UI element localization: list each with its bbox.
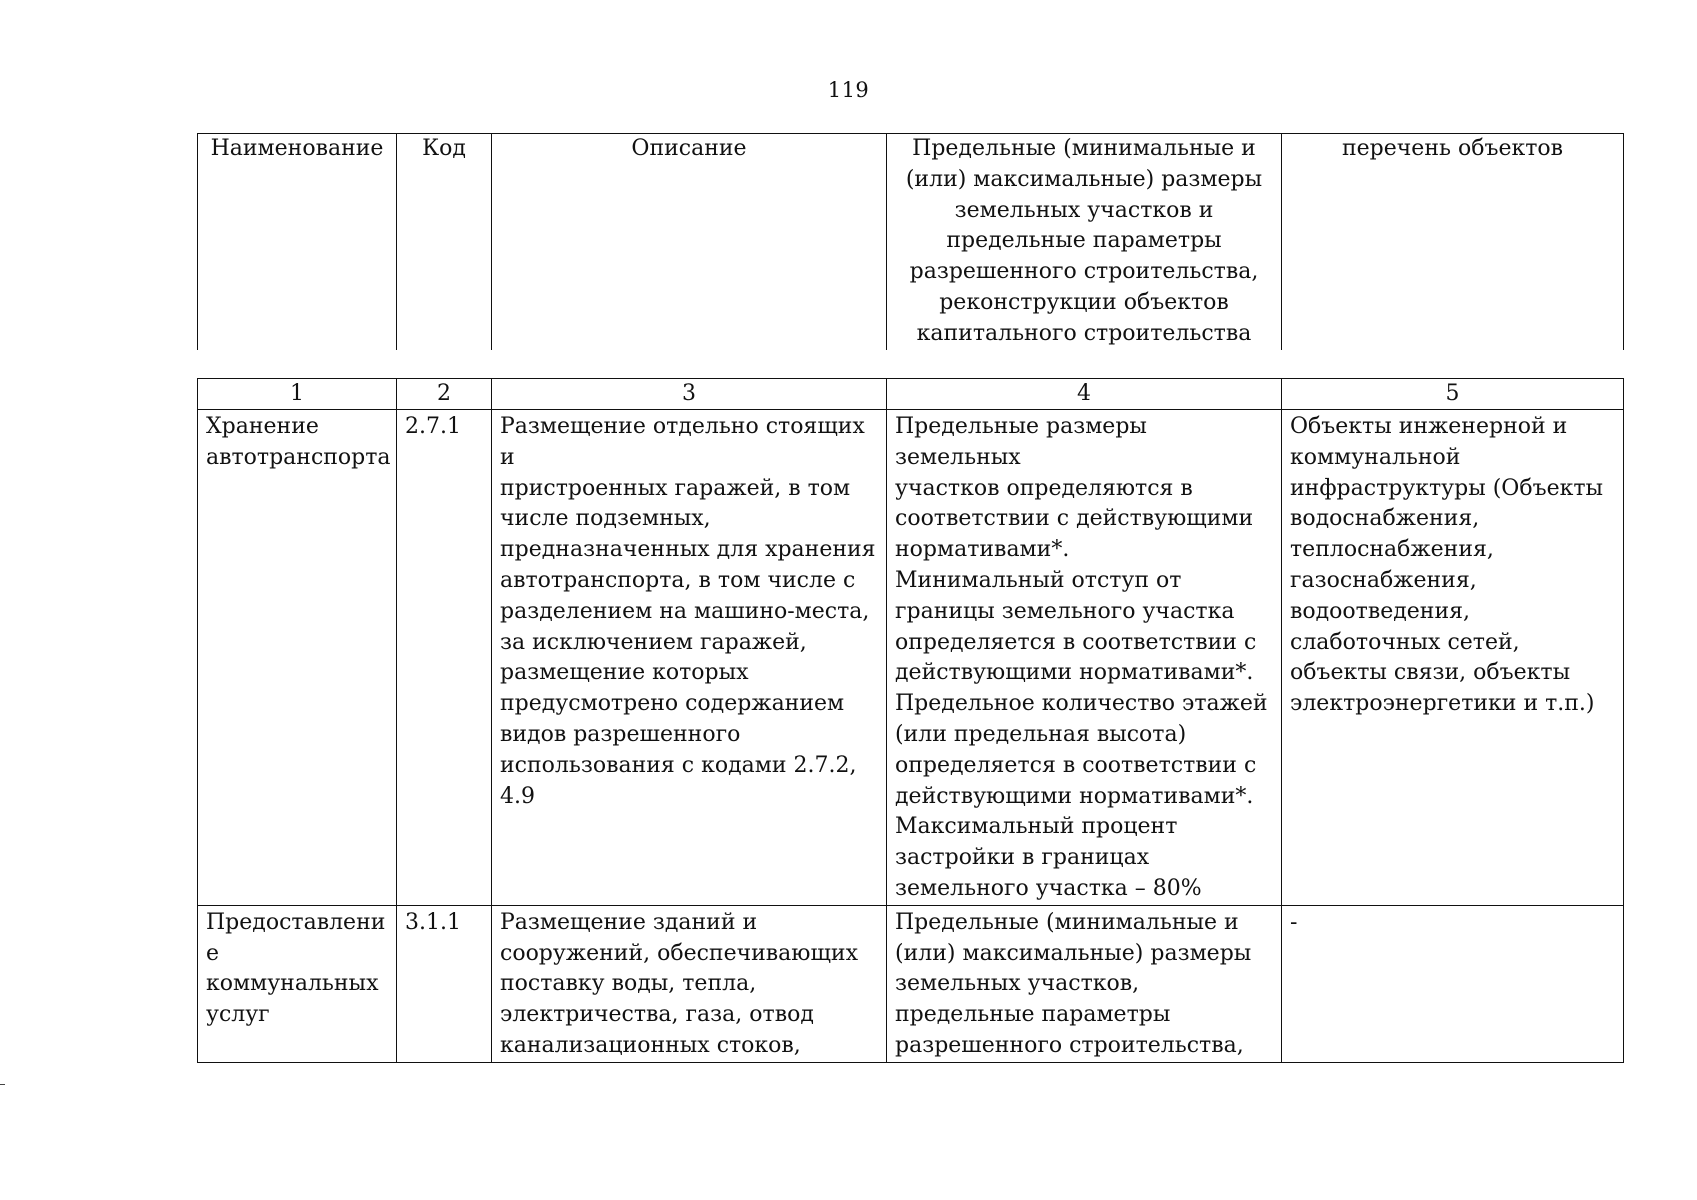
row-description-line: Размещение зданий и: [500, 909, 758, 935]
row-description-line: размещение которых: [500, 660, 749, 686]
row-objects: [1282, 905, 1624, 1062]
header-limits: [887, 134, 1282, 351]
row-limits-line: (или) максимальные) размеры: [895, 940, 1252, 966]
row-description-line: предусмотрено содержанием: [500, 691, 845, 717]
row-name: [198, 905, 397, 1062]
header-limits-line: реконструкции объектов: [939, 289, 1229, 315]
header-limits-line: предельные параметры: [946, 228, 1222, 254]
row-name-line: услуг: [206, 1002, 270, 1028]
header-name: [198, 134, 397, 351]
row-description-line: предназначенных для хранения: [500, 537, 876, 563]
row-objects-line: Объекты инженерной и: [1290, 414, 1568, 439]
header-code-text: Код: [422, 136, 466, 161]
header-objects: [1282, 134, 1624, 351]
margin-mark: [0, 1084, 5, 1085]
row-limits-line: предельные параметры: [895, 1002, 1171, 1028]
row-limits-line: участков определяются в: [895, 475, 1193, 501]
header-table: [197, 133, 1624, 350]
row-objects-line: водоотведения,: [1290, 598, 1471, 624]
row-code: 2.7.1: [397, 410, 492, 906]
row-description-line: пристроенных гаражей, в том: [500, 475, 851, 501]
row-objects-line: коммунальной: [1290, 444, 1461, 470]
row-description-line: канализационных стоков,: [500, 1032, 801, 1058]
row-limits-line: земельных участков,: [895, 971, 1140, 997]
row-description: [492, 410, 887, 906]
row-limits-line: определяется в соответствии с: [895, 752, 1257, 778]
row-name-line: автотранспорта: [206, 444, 391, 470]
header-limits-line: земельных участков и: [954, 197, 1214, 223]
row-description-line: сооружений, обеспечивающих: [500, 940, 858, 966]
row-limits-line: Максимальный процент: [895, 814, 1178, 840]
row-objects-line: -: [1290, 909, 1298, 935]
row-description-line: за исключением гаражей,: [500, 629, 807, 655]
column-number: 2: [397, 379, 492, 410]
column-number-row: [198, 379, 1624, 410]
header-objects-text: перечень объектов: [1341, 136, 1564, 161]
row-description-line: использования с кодами 2.7.2,: [500, 752, 857, 778]
row-objects: [1282, 410, 1624, 906]
header-name-text: Наименование: [210, 136, 384, 161]
row-description-line: поставку воды, тепла,: [500, 971, 757, 997]
page-number: 119: [827, 78, 870, 102]
row-name-line: Хранение: [206, 414, 319, 439]
column-number: 3: [492, 379, 887, 410]
row-description-line: электричества, газа, отвод: [500, 1002, 814, 1028]
table-row: [198, 905, 1624, 1062]
row-limits-line: Минимальный отступ от: [895, 567, 1182, 593]
row-objects-line: газоснабжения,: [1290, 567, 1477, 593]
column-number: 4: [887, 379, 1282, 410]
row-code: 3.1.1: [397, 905, 492, 1062]
header-limits-line: капитального строительства: [916, 320, 1252, 346]
row-limits: [887, 905, 1282, 1062]
row-objects-line: слаботочных сетей,: [1290, 629, 1520, 655]
header-row: [198, 134, 1624, 351]
row-limits-line: разрешенного строительства,: [895, 1032, 1244, 1058]
header-limits-line: Предельные (минимальные и: [912, 136, 1256, 161]
row-limits: [887, 410, 1282, 906]
row-objects-line: инфраструктуры (Объекты: [1290, 475, 1604, 501]
row-description-line: 4.9: [500, 783, 535, 809]
column-number: 5: [1282, 379, 1624, 410]
row-description-line: числе подземных,: [500, 506, 711, 532]
header-code: [397, 134, 492, 351]
row-limits-line: соответствии с действующими: [895, 506, 1254, 532]
row-limits-line: границы земельного участка: [895, 598, 1235, 624]
row-name: [198, 410, 397, 906]
row-name-line: коммунальных: [206, 971, 379, 997]
row-limits-line: земельного участка – 80%: [895, 875, 1202, 901]
row-name-line: Предоставлени: [206, 909, 386, 935]
data-table: [197, 378, 1624, 1063]
row-limits-line: определяется в соответствии с: [895, 629, 1257, 655]
table-row: [198, 410, 1624, 906]
row-limits-line: Предельное количество этажей: [895, 691, 1268, 717]
row-limits-line: Предельные (минимальные и: [895, 909, 1239, 935]
header-limits-line: (или) максимальные) размеры: [905, 166, 1263, 192]
row-limits-line: нормативами*.: [895, 537, 1070, 563]
header-description-text: Описание: [631, 136, 747, 161]
row-description-line: видов разрешенного: [500, 721, 741, 747]
row-limits-line: действующими нормативами*.: [895, 660, 1254, 686]
row-objects-line: водоснабжения,: [1290, 506, 1480, 532]
row-limits-line: застройки в границах: [895, 845, 1150, 871]
column-number: 1: [198, 379, 397, 410]
row-description: [492, 905, 887, 1062]
row-objects-line: электроэнергетики и т.п.): [1290, 691, 1595, 717]
header-description: [492, 134, 887, 351]
row-objects-line: теплоснабжения,: [1290, 537, 1494, 563]
row-description-line: автотранспорта, в том числе с: [500, 567, 856, 593]
row-description-line: разделением на машино-места,: [500, 598, 870, 624]
header-limits-line: разрешенного строительства,: [909, 259, 1259, 285]
row-limits-line: (или предельная высота): [895, 721, 1187, 747]
row-description-line: Размещение отдельно стоящих и: [500, 414, 865, 470]
row-limits-line: действующими нормативами*.: [895, 783, 1254, 809]
row-limits-line: Предельные размеры земельных: [895, 414, 1147, 470]
row-name-line: е: [206, 940, 220, 966]
row-objects-line: объекты связи, объекты: [1290, 660, 1571, 686]
